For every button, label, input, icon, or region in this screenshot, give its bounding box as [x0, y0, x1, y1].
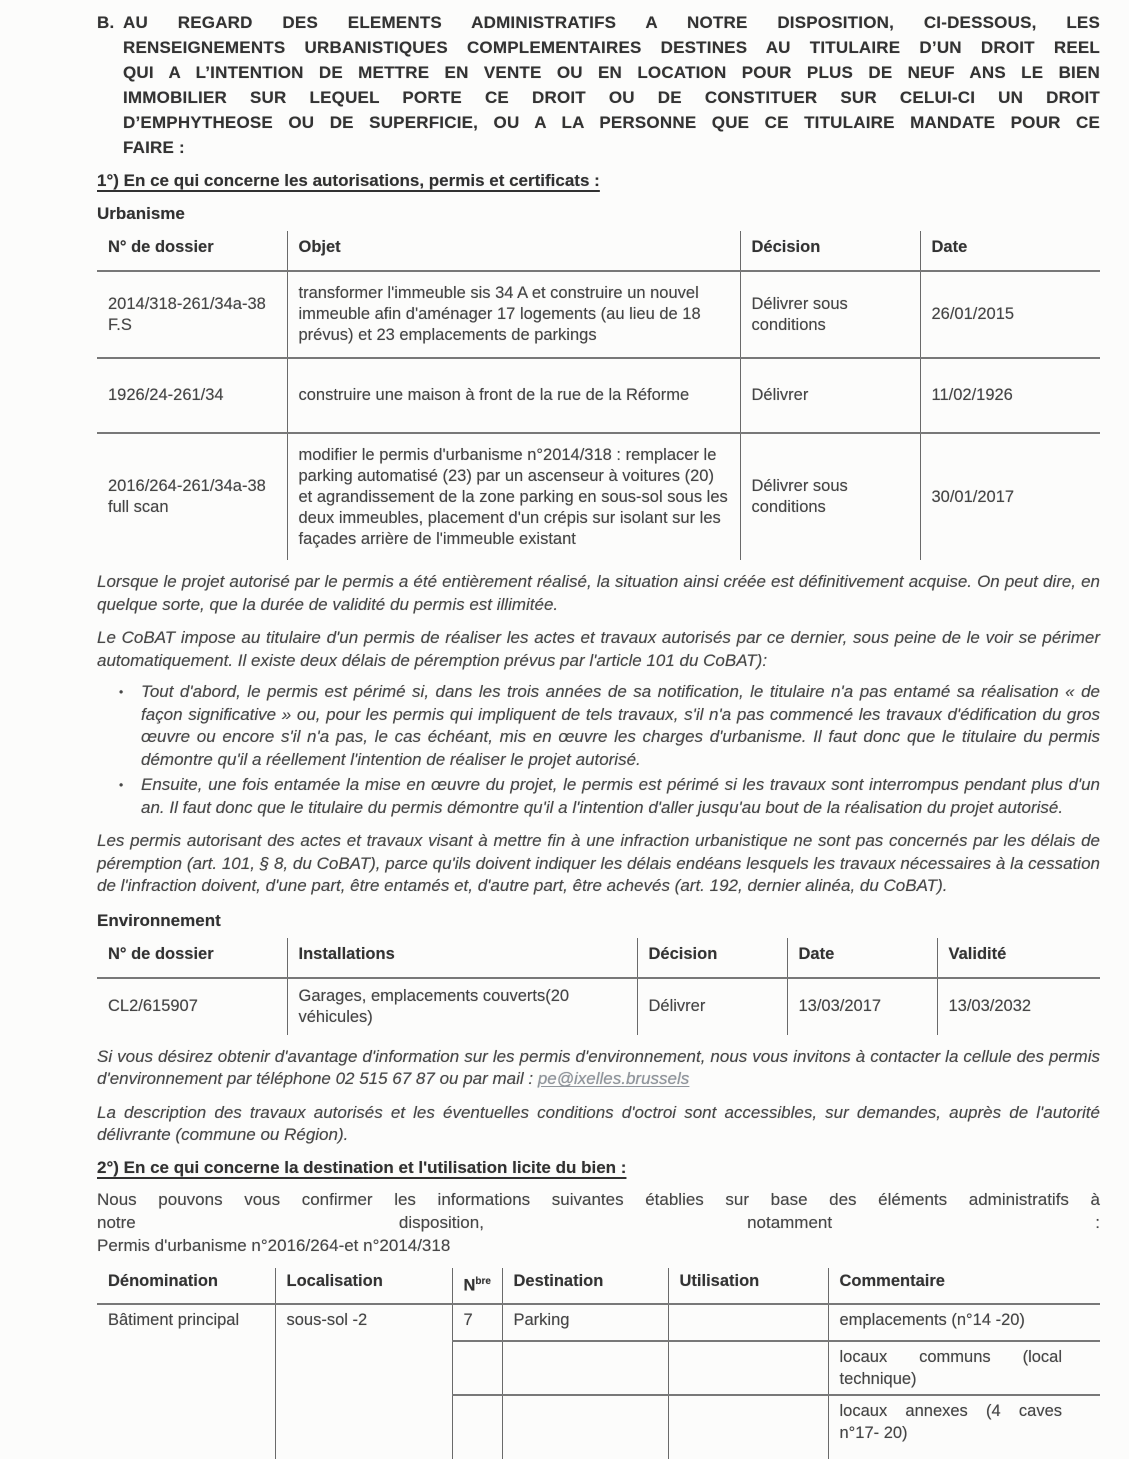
cell-date: 30/01/2017	[920, 433, 1100, 560]
cell-commentaire: emplacements (n°14 -20)	[828, 1304, 1100, 1341]
cell-objet: transformer l'immeuble sis 34 A et construire un nouvel immeuble afin d'aménager 17 logements (au lieu de 18 prévus) et 23 emplacements de parkings	[287, 271, 740, 358]
cell-objet: construire une maison à front de la rue de la Réforme	[287, 358, 740, 433]
cell-localisation: sous-sol -2	[275, 1304, 452, 1459]
column-header-decision: Décision	[637, 938, 787, 978]
cell-utilisation	[668, 1395, 828, 1459]
cell-decision: Délivrer sous conditions	[740, 433, 920, 560]
cell-installations: Garages, emplacements couverts(20 véhicules)	[287, 978, 637, 1035]
cell-date: 11/02/1926	[920, 358, 1100, 433]
confirmation-line: Nous pouvons vous confirmer les informations suivantes établies sur base des éléments administratifs à	[97, 1188, 1100, 1211]
destination-table	[97, 1268, 1100, 1459]
cell-dossier: 1926/24-261/34	[97, 358, 287, 433]
bullet-icon: •	[119, 774, 141, 819]
list-item	[97, 774, 1100, 819]
paragraph-cobat-intro: Le CoBAT impose au titulaire d'un permis de réaliser les actes et travaux autorisés par ce dernier, sous peine de le voir se périmer automatiquement. Il existe deux délais de péremption prévus par l'article 101 du CoBAT):	[97, 627, 1100, 672]
urbanisme-table	[97, 231, 1100, 560]
table-row	[97, 271, 1100, 358]
table-row	[97, 358, 1100, 433]
destination-section-heading: 2°) En ce qui concerne la destination et l'utilisation licite du bien :	[97, 1158, 1100, 1178]
nbre-label: N	[464, 1276, 476, 1294]
confirmation-word: notre	[97, 1211, 136, 1234]
environment-permit-email-link[interactable]: pe@ixelles.brussels	[538, 1069, 689, 1088]
cell-dossier: 2016/264-261/34a-38 full scan	[97, 433, 287, 560]
section-b-line: AU REGARD DES ELEMENTS ADMINISTRATIFS A NOTRE DISPOSITION, CI-DESSOUS, LES	[123, 10, 1100, 35]
confirmation-line	[97, 1211, 1100, 1234]
column-header-destination: Destination	[502, 1268, 668, 1305]
cell-date: 13/03/2017	[787, 978, 937, 1035]
list-item	[97, 681, 1100, 771]
permit-reference-line: Permis d'urbanisme n°2016/264-et n°2014/318	[97, 1234, 1100, 1257]
cell-decision: Délivrer	[740, 358, 920, 433]
paragraph-lorsque: Lorsque le projet autorisé par le permis a été entièrement réalisé, la situation ainsi créée est définitivement acquise. On peut dire, en quelque sorte, que la durée de validité du permis est illimitée.	[97, 571, 1100, 616]
urbanisme-header-row	[97, 231, 1100, 271]
column-header-validite: Validité	[937, 938, 1100, 978]
section-b-line: D’EMPHYTHEOSE OU DE SUPERFICIE, OU A LA PERSONNE QUE CE TITULAIRE MANDATE POUR CE	[123, 110, 1100, 135]
destination-header-row	[97, 1268, 1100, 1305]
section-b-label: B.	[97, 10, 114, 35]
confirmation-paragraph	[97, 1188, 1100, 1257]
environnement-header-row	[97, 938, 1100, 978]
paragraph-si-vous	[97, 1046, 1100, 1091]
cell-denomination: Bâtiment principal	[97, 1304, 275, 1459]
table-row	[97, 1304, 1100, 1341]
nbre-superscript: bre	[475, 1276, 491, 1287]
cell-commentaire: locaux communs (local technique)	[828, 1341, 1100, 1395]
cell-destination: Parking	[502, 1304, 668, 1341]
environnement-table	[97, 938, 1100, 1035]
cell-utilisation	[668, 1341, 828, 1395]
column-header-commentaire: Commentaire	[828, 1268, 1100, 1305]
column-header-nbre	[452, 1268, 502, 1305]
column-header-objet: Objet	[287, 231, 740, 271]
bullet-icon: •	[119, 681, 141, 771]
paragraph-les-permis: Les permis autorisant des actes et travaux visant à mettre fin à une infraction urbanistique ne sont pas concernés par les délais de péremption (art. 101, § 8, du CoBAT), parce qu'ils doivent indiquer les délais endéans lesquels les travaux nécessaires à la cessation de l'infraction doivent, d'une part, être entamés et, d'autre part, être achevés (art. 192, dernier alinéa, du CoBAT).	[97, 830, 1100, 898]
column-header-installations: Installations	[287, 938, 637, 978]
cell-commentaire: locaux annexes (4 caves n°17- 20)	[828, 1395, 1100, 1459]
cell-nbre: 7	[452, 1304, 502, 1341]
confirmation-word: notamment	[747, 1211, 832, 1234]
cell-utilisation	[668, 1304, 828, 1341]
cell-decision: Délivrer	[637, 978, 787, 1035]
cell-validite: 13/03/2032	[937, 978, 1100, 1035]
cell-decision: Délivrer sous conditions	[740, 271, 920, 358]
section-b-paragraph	[97, 10, 1100, 160]
section-b-line: QUI A L’INTENTION DE METTRE EN VENTE OU EN LOCATION POUR PLUS DE NEUF ANS LE BIEN	[123, 60, 1100, 85]
table-row	[97, 978, 1100, 1035]
cell-objet: modifier le permis d'urbanisme n°2014/318 : remplacer le parking automatisé (23) par un ascenseur à voitures (20) et agrandissement de la zone parking en sous-sol sous les deux immeubles, placement d'un crépis sur isolant sur les façades arrière de l'immeuble existant	[287, 433, 740, 560]
confirmation-word: :	[1095, 1211, 1100, 1234]
cell-nbre	[452, 1341, 502, 1395]
cell-nbre	[452, 1395, 502, 1459]
bullet-text: Ensuite, une fois entamée la mise en œuvre du projet, le permis est périmé si les travaux sont interrompus pendant plus d'un an. Il faut donc que le titulaire du permis démontre qu'il a l'intention d'aller jusqu'au bout de la réalisation du projet autorisé.	[141, 774, 1100, 819]
section-b-line: RENSEIGNEMENTS URBANISTIQUES COMPLEMENTAIRES DESTINES AU TITULAIRE D’UN DROIT REEL	[123, 35, 1100, 60]
environnement-table-title: Environnement	[97, 911, 1100, 931]
column-header-date: Date	[920, 231, 1100, 271]
bullet-text: Tout d'abord, le permis est périmé si, dans les trois années de sa notification, le titulaire n'a pas entamé sa réalisation « de façon significative » ou, pour les permis qui impliquent de tels travaux, s'il n'a pas commencé les travaux d'édification du gros œuvre ou encore s'il n'a pas, le cas échéant, mis en œuvre les charges d'urbanisme. Il faut donc que le titulaire du permis démontre qu'il a réellement l'intention de réaliser le projet autorisé.	[141, 681, 1100, 771]
permits-section-heading: 1°) En ce qui concerne les autorisations, permis et certificats :	[97, 171, 1100, 191]
confirmation-word: disposition,	[399, 1211, 484, 1234]
section-b-line: FAIRE :	[123, 135, 1100, 160]
cell-destination	[502, 1341, 668, 1395]
destination-table-wrapper	[97, 1268, 1100, 1459]
cell-destination	[502, 1395, 668, 1459]
column-header-localisation: Localisation	[275, 1268, 452, 1305]
column-header-utilisation: Utilisation	[668, 1268, 828, 1305]
column-header-dossier: N° de dossier	[97, 231, 287, 271]
column-header-decision: Décision	[740, 231, 920, 271]
si-vous-text: Si vous désirez obtenir d'avantage d'information sur les permis d'environnement, nous vous invitons à contacter la cellule des permis d'environnement par téléphone 02 515 67 87 ou par mail :	[97, 1047, 1100, 1089]
cell-dossier: CL2/615907	[97, 978, 287, 1035]
column-header-dossier: N° de dossier	[97, 938, 287, 978]
column-header-date: Date	[787, 938, 937, 978]
peremption-bullet-list	[97, 681, 1100, 819]
table-row	[97, 433, 1100, 560]
cell-date: 26/01/2015	[920, 271, 1100, 358]
column-header-denomination: Dénomination	[97, 1268, 275, 1305]
paragraph-la-description: La description des travaux autorisés et les éventuelles conditions d'octroi sont accessibles, sur demandes, auprès de l'autorité délivrante (commune ou Région).	[97, 1102, 1100, 1147]
cell-dossier: 2014/318-261/34a-38 F.S	[97, 271, 287, 358]
urbanisme-table-title: Urbanisme	[97, 204, 1100, 224]
section-b-line: IMMOBILIER SUR LEQUEL PORTE CE DROIT OU DE CONSTITUER SUR CELUI-CI UN DROIT	[123, 85, 1100, 110]
